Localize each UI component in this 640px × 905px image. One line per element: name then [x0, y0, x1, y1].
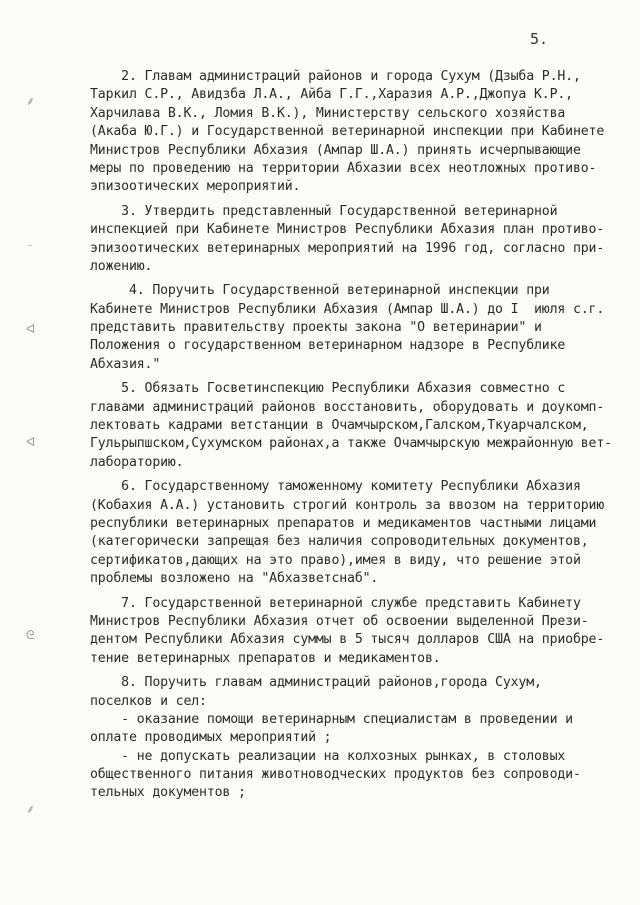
text-line: 5. Обязать Госветинспекцию Республики Абхазия совместно с	[90, 381, 566, 397]
paragraph-7	[90, 595, 610, 669]
text-line: проблемы возложено на "Абхазветснаб".	[90, 571, 379, 587]
margin-mark: ᐊ	[26, 435, 36, 449]
text-line: дентом Республики Абхазия суммы в 5 тысяч долларов США на приобре-	[90, 632, 605, 648]
paragraph-5	[90, 380, 610, 472]
text-line: 4. Поручить Государственной ветеринарной инспекции при	[90, 283, 550, 299]
text-line: - не допускать реализации на колхозных рынках, в столовых	[90, 748, 566, 764]
text-line: 2. Главам администраций районов и города Сухум (Дзыба Р.Н.,	[90, 69, 581, 84]
text-line: ложению.	[90, 258, 153, 274]
text-line: Таркил С.Р., Авидзба Л.А., Айба Г.Г.,Харазия А.Р.,Джопуа К.Р.,	[90, 87, 573, 103]
text-line: Гульрыпшском,Сухумском районах,а также Очамчырскую межрайонную вет-	[90, 436, 612, 452]
text-line: республики ветеринарных препаратов и медикаментов частными лицами	[90, 515, 597, 531]
margin-mark: ⁻	[26, 240, 34, 254]
text-line: лектовать кадрами ветстанции в Очамчырском,Галском,Ткуарчалском,	[90, 418, 589, 434]
text-line: меры по проведению на территории Абхазии всех неотложных противо-	[90, 160, 597, 176]
margin-mark: ᘓ	[26, 628, 35, 642]
text-line: общественного питания животноводческих продуктов без сопроводи-	[90, 767, 581, 783]
text-line: Кабинете Министров Республики Абхазия (Ампар Ш.А.) до I июля с.г.	[90, 301, 605, 317]
text-line: главами администраций районов восстановить, оборудовать и доукомп-	[90, 399, 605, 415]
paragraph-8	[90, 674, 610, 803]
margin-mark: ⸙	[26, 802, 36, 816]
text-line: поселков и сел:	[90, 693, 207, 709]
margin-mark: ᐊ	[26, 322, 36, 336]
text-line: (категорически запрещая без наличия сопроводительных документов,	[90, 534, 589, 550]
text-line: 6. Государственному таможенному комитету Республики Абхазия	[90, 479, 581, 495]
paragraph-2	[90, 68, 610, 197]
page-number: 5.	[530, 30, 549, 48]
text-line: Положения о государственном ветеринарном надзоре в Республике	[90, 338, 566, 354]
text-line: тельных документов ;	[90, 785, 246, 801]
text-line: Министров Республики Абхазия (Ампар Ш.А.) принять исчерпывающие	[90, 142, 581, 158]
paragraph-6	[90, 478, 610, 588]
margin-mark: ⸙	[26, 94, 36, 108]
text-line: оплате проводимых мероприятий ;	[90, 730, 332, 746]
text-line: тение ветеринарных препаратов и медикаментов.	[90, 650, 441, 666]
text-line: 3. Утвердить представленный Государственной ветеринарной	[90, 203, 558, 219]
text-line: эпизоотических ветеринарных мероприятий на 1996 год, согласно при-	[90, 240, 605, 256]
text-line: инспекцией при Кабинете Министров Республики Абхазия план противо-	[90, 222, 605, 238]
text-line: Абхазия."	[90, 356, 161, 372]
text-line: (Кобахия А.А.) установить строгий контроль за ввозом на территорию	[90, 497, 605, 513]
text-line: представить правительству проекты закона "О ветеринарии" и	[90, 320, 542, 336]
text-line: 8. Поручить главам администраций районов,города Сухум,	[90, 675, 542, 691]
text-line: 7. Государственной ветеринарной службе представить Кабинету	[90, 595, 581, 611]
paragraph-4	[90, 282, 610, 374]
text-line: Харчилава В.К., Ломия В.К.), Министерству сельского хозяйства	[90, 105, 566, 121]
paragraph-3	[90, 203, 610, 277]
document-body	[90, 68, 610, 803]
text-line: (Акаба Ю.Г.) и Государственной ветеринарной инспекции при Кабинете	[90, 124, 605, 140]
text-line: сертификатов,дающих на это право),имея в виду, что решение этой	[90, 552, 581, 568]
text-line: эпизоотических мероприятий.	[90, 179, 301, 195]
text-line: Министров Республики Абхазия отчет об освоении выделенной Прези-	[90, 613, 589, 629]
text-line: - оказание помощи ветеринарным специалистам в проведении и	[90, 711, 573, 727]
text-line: лабораторию.	[90, 454, 184, 470]
